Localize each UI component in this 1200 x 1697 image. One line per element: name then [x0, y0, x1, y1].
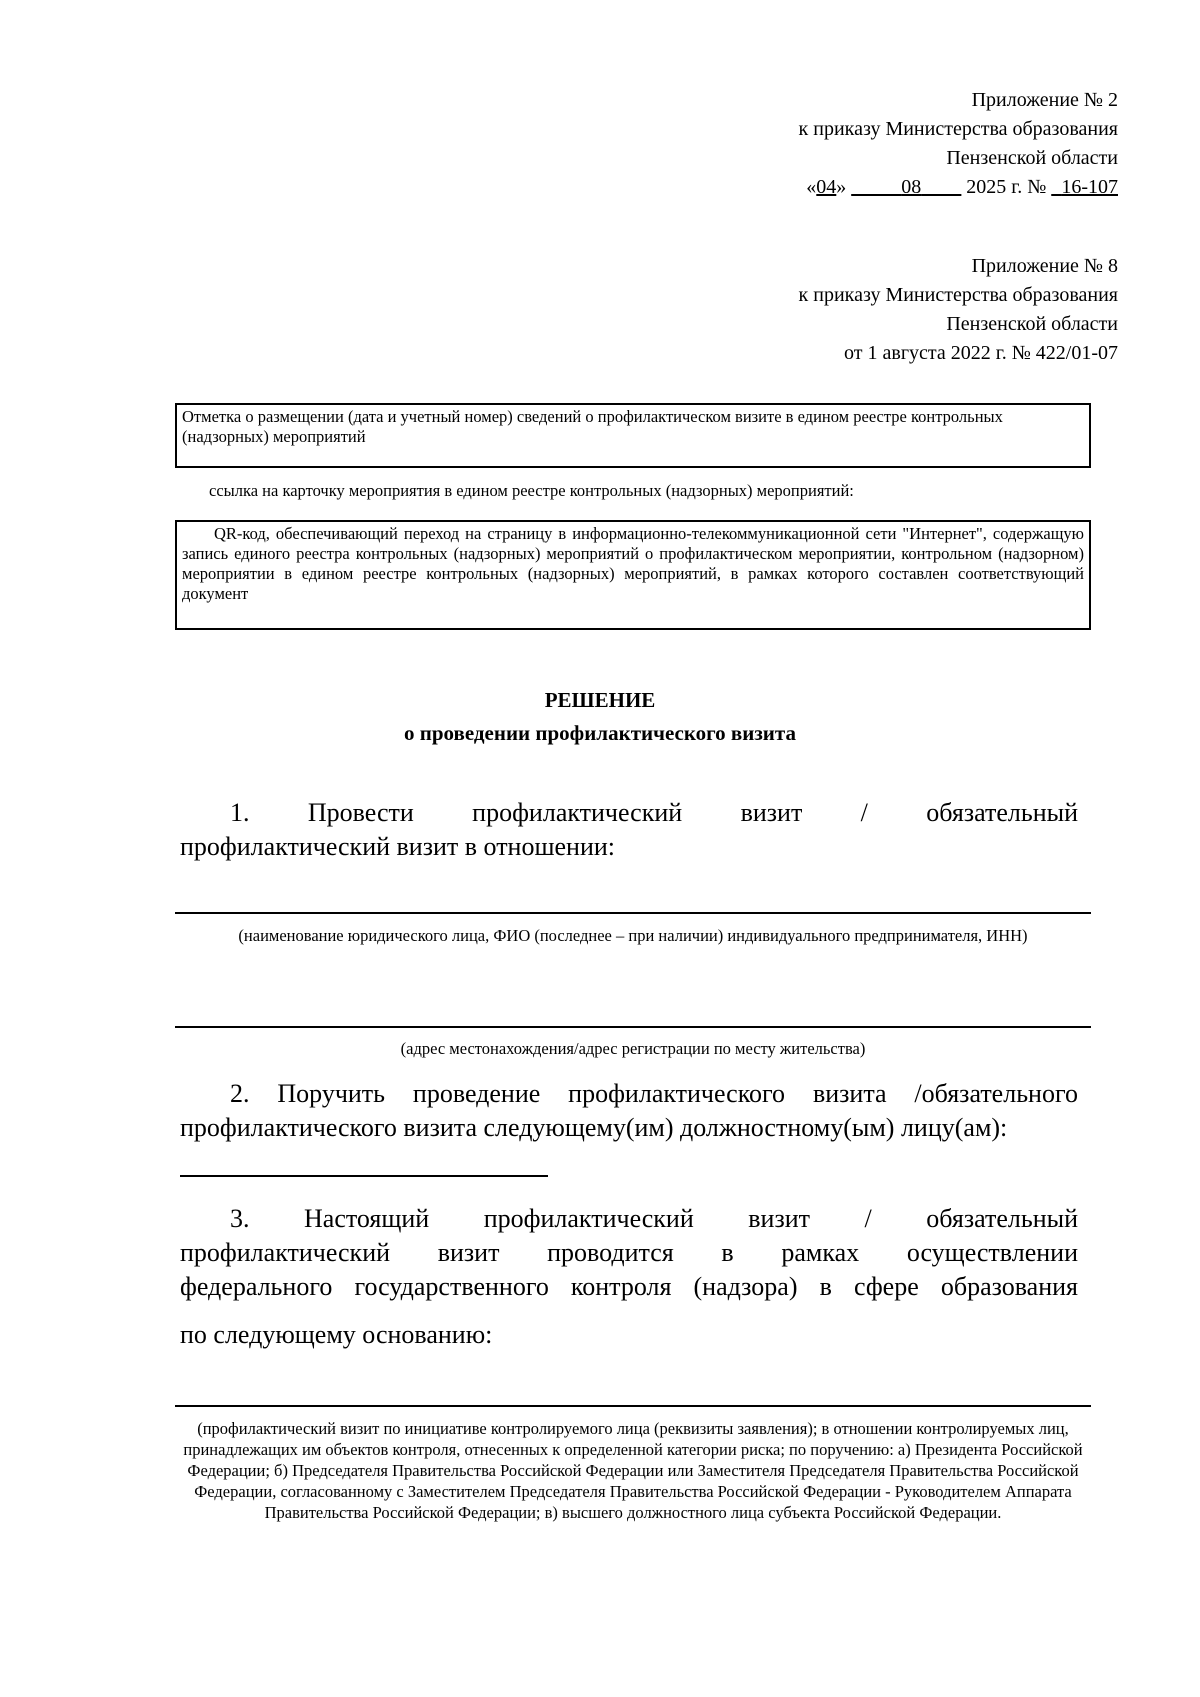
appendix-2-order-ref: к приказу Министерства образования: [798, 118, 1118, 140]
appendix-8-order-ref: к приказу Министерства образования: [798, 284, 1118, 306]
item-2: [180, 1077, 1078, 1145]
appendix-8-title: Приложение № 8: [971, 255, 1118, 277]
registry-mark-box: [175, 403, 1091, 468]
item-1-line-1: 1. Провести профилактический визит / обязательный: [230, 798, 1078, 827]
item-2-line-1: 2. Поручить проведение профилактического визита /обязательного: [230, 1079, 1078, 1108]
qr-code-text: QR-код, обеспечивающий переход на страницу в информационно-телекоммуникационной сети "Интернет", содержащую запись единого реестра контрольных (надзорных) мероприятий о профилактическом мероприятии, контрольном (надзорном) мероприятии в едином реестре контрольных (надзорных) мероприятий, в рамках которого составлен соответствующий документ: [182, 524, 1084, 603]
entity-name-caption: (наименование юридического лица, ФИО (последнее – при наличии) индивидуального предпринимателя, ИНН): [238, 926, 1028, 945]
address-field-line: [175, 1026, 1091, 1028]
basis-caption: (профилактический визит по инициативе контролируемого лица (реквизиты заявления); в отношении контролируемых лиц, принадлежащих им объектов контроля, отнесенных к определенной категории риска; по поручению: а) Президента Российской Федерации; б) Председателя Правительства Российской Федерации или Заместителя Председателя Правительства Российской Федерации, согласованному с Заместителем Председателя Правительства Российской Федерации - Руководителем Аппарата Правительства Российской Федерации; в) высшего должностного лица субъекта Российской Федерации.: [183, 1419, 1083, 1522]
appendix-8-region: Пензенской области: [946, 313, 1118, 335]
item-3-line-2: профилактический визит проводится в рамках осуществлении: [180, 1238, 1078, 1267]
item-2-line-2: профилактического визита следующему(им) должностному(ым) лицу(ам):: [180, 1113, 1008, 1142]
qr-code-box: [175, 520, 1091, 630]
address-caption: (адрес местонахождения/адрес регистрации по месту жительства): [400, 1039, 866, 1058]
item-3-line-1: 3. Настоящий профилактический визит / обязательный: [230, 1204, 1078, 1233]
entity-name-field-line: [175, 912, 1091, 914]
item-3: [180, 1202, 1078, 1304]
day-value: 04: [816, 176, 837, 198]
official-field-line: [180, 1175, 548, 1177]
appendix-8-date-number: от 1 августа 2022 г. № 422/01-07: [844, 342, 1118, 364]
card-link-label: ссылка на карточку мероприятия в едином реестре контрольных (надзорных) мероприятий:: [209, 481, 854, 500]
appendix-8-header: [799, 252, 1118, 368]
order-number: 16-107: [1061, 176, 1118, 198]
item-3-line-3: федерального государственного контроля (надзора) в сфере образования: [180, 1272, 1078, 1301]
appendix-2-date-number: «04» _____08____ 2025 г. № _16-107: [806, 176, 1118, 198]
item-1: [180, 796, 1078, 864]
appendix-2-title: Приложение № 2: [971, 89, 1118, 111]
item-3-line-4: по следующему основанию:: [180, 1320, 493, 1349]
appendix-2-region: Пензенской области: [946, 147, 1118, 169]
appendix-2-header: [799, 86, 1118, 202]
registry-mark-text: Отметка о размещении (дата и учетный номер) сведений о профилактическом визите в едином реестре контрольных (надзорных) мероприятий: [182, 407, 1003, 446]
item-1-line-2: профилактический визит в отношении:: [180, 832, 615, 861]
basis-field-line: [175, 1405, 1091, 1407]
month-value: 08: [901, 176, 922, 198]
decision-subtitle: о проведении профилактического визита: [404, 721, 796, 745]
decision-title: РЕШЕНИЕ: [544, 688, 656, 712]
